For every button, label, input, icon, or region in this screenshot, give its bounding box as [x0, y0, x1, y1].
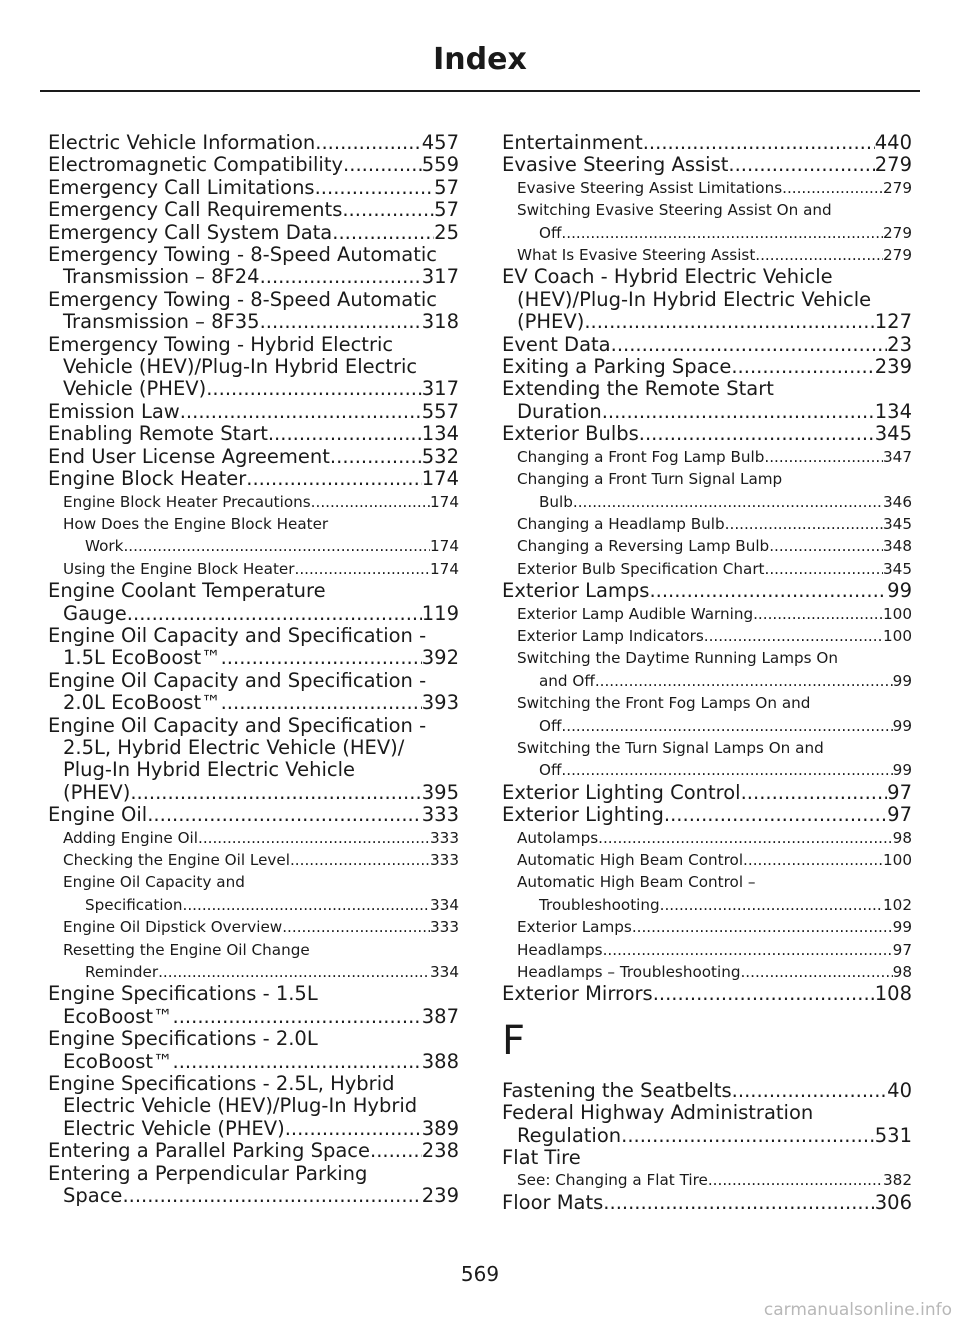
- entry-label: Autolamps: [517, 828, 599, 847]
- entry-label: Exterior Lamps: [517, 918, 632, 937]
- index-entry: [48, 1140, 459, 1162]
- entry-label: Vehicle (PHEV): [63, 377, 207, 401]
- dot-leader: [290, 849, 430, 871]
- dot-leader: [561, 715, 892, 737]
- entry-label-line: Resetting the Engine Oil Change: [63, 940, 310, 959]
- entry-label: (PHEV): [517, 310, 585, 334]
- entry-label: Exterior Bulbs: [502, 422, 639, 446]
- entry-label-line: Engine Oil Capacity and Specification -: [48, 668, 427, 692]
- page-ref: 345: [883, 514, 912, 533]
- entry-label-line: Emergency Towing - 8-Speed Automatic: [48, 287, 438, 311]
- entry-label-line: Changing a Front Turn Signal Lamp: [517, 470, 783, 489]
- dot-leader: [732, 1080, 888, 1102]
- index-entry: [48, 580, 459, 625]
- entry-label: Enabling Remote Start: [48, 422, 268, 446]
- page-ref: 108: [874, 982, 912, 1006]
- dot-leader: [158, 961, 430, 983]
- index-entry: [502, 983, 912, 1005]
- entry-label-line: (HEV)/Plug-In Hybrid Electric Vehicle: [517, 287, 872, 311]
- page-ref: 174: [421, 467, 459, 491]
- entry-label: Exterior Lamps: [502, 579, 650, 603]
- index-subentry: [502, 177, 912, 199]
- entry-label: Engine Oil Dipstick Overview: [63, 918, 283, 937]
- index-subentry: [502, 513, 912, 535]
- entry-label: Exiting a Parking Space: [502, 355, 732, 379]
- index-entry: [502, 356, 912, 378]
- entry-label: Transmission – 8F35: [63, 310, 260, 334]
- dot-leader: [183, 894, 430, 916]
- index-subentry: [502, 647, 912, 692]
- dot-leader: [282, 916, 430, 938]
- entry-label-line: Engine Specifications - 2.0L: [48, 1027, 318, 1051]
- index-entry: [502, 1192, 912, 1214]
- index-entry: [502, 1147, 912, 1169]
- index-entry: [502, 580, 912, 602]
- dot-leader: [765, 558, 883, 580]
- entry-label: Exterior Mirrors: [502, 982, 653, 1006]
- index-subentry: [48, 513, 459, 558]
- entry-label: and Off: [539, 671, 595, 690]
- index-subentry: [48, 871, 459, 916]
- index-subentry: [502, 558, 912, 580]
- index-entry: [48, 154, 459, 176]
- index-subentry: [48, 849, 459, 871]
- dot-leader: [660, 894, 883, 916]
- page-ref: 392: [421, 646, 459, 670]
- entry-label: Off: [539, 223, 562, 242]
- page-ref: 345: [874, 422, 912, 446]
- dot-leader: [743, 849, 883, 871]
- entry-label: Space: [63, 1184, 123, 1208]
- index-entry: [48, 715, 459, 805]
- index-entry: [502, 334, 912, 356]
- dot-leader: [639, 423, 875, 445]
- page-ref: 239: [421, 1184, 459, 1208]
- page-ref: 23: [887, 332, 912, 356]
- index-column-right: [502, 132, 912, 1214]
- index-entry: [48, 670, 459, 715]
- dot-leader: [311, 491, 430, 513]
- entry-label-line: Switching Evasive Steering Assist On and: [517, 201, 832, 220]
- index-subentry: [502, 625, 912, 647]
- index-entry: [48, 1073, 459, 1140]
- entry-label: Off: [539, 716, 562, 735]
- index-subentry: [502, 244, 912, 266]
- entry-label: Emergency Call Limitations: [48, 175, 315, 199]
- index-subentry: [48, 827, 459, 849]
- entry-label-line: Engine Coolant Temperature: [48, 579, 326, 603]
- dot-leader: [343, 154, 422, 176]
- entry-label: Entertainment: [502, 131, 643, 154]
- entry-label-line: EV Coach - Hybrid Electric Vehicle: [502, 265, 833, 289]
- entry-label: Electromagnetic Compatibility: [48, 153, 344, 177]
- entry-label: 1.5L EcoBoost™: [63, 646, 221, 670]
- page-ref: 97: [892, 940, 912, 959]
- page-ref: 25: [434, 220, 459, 244]
- page-ref: 348: [883, 537, 912, 556]
- page-ref: 127: [874, 310, 912, 334]
- dot-leader: [173, 1006, 422, 1028]
- page-ref: 334: [430, 895, 459, 914]
- entry-label: Changing a Reversing Lamp Bulb: [517, 537, 770, 556]
- page-ref: 345: [883, 559, 912, 578]
- entry-label-line: Federal Highway Administration: [502, 1101, 814, 1125]
- dot-leader: [649, 580, 887, 602]
- index-subentry: [502, 199, 912, 244]
- page-ref: 40: [887, 1078, 912, 1102]
- entry-label: Electric Vehicle Information: [48, 131, 316, 154]
- entry-label-line: 2.5L, Hybrid Electric Vehicle (HEV)/: [63, 735, 405, 759]
- page-title: Index: [433, 42, 527, 77]
- index-subentry: [48, 491, 459, 513]
- dot-leader: [782, 177, 883, 199]
- dot-leader: [315, 177, 435, 199]
- page-ref: 99: [892, 761, 912, 780]
- entry-label: (PHEV): [63, 780, 131, 804]
- dot-leader: [221, 692, 422, 714]
- entry-label-line: Automatic High Beam Control –: [517, 873, 756, 892]
- page-ref: 238: [421, 1139, 459, 1163]
- dot-leader: [370, 1140, 422, 1162]
- dot-leader: [755, 244, 883, 266]
- index-subentry: [502, 446, 912, 468]
- index-entry: [48, 468, 459, 490]
- entry-label-line: Engine Specifications - 1.5L: [48, 982, 318, 1006]
- index-entry: [48, 423, 459, 445]
- entry-label-line: Engine Oil Capacity and Specification -: [48, 623, 427, 647]
- page-ref: 174: [430, 537, 459, 556]
- index-subentry: [502, 535, 912, 557]
- page-ref: 57: [434, 175, 459, 199]
- index-entry: [48, 132, 459, 154]
- page-ref: 318: [421, 310, 459, 334]
- dot-leader: [621, 1125, 875, 1147]
- index-subentry: [502, 1169, 912, 1191]
- index-subentry: [502, 737, 912, 782]
- index-entry: [48, 804, 459, 826]
- entry-label: Exterior Lighting Control: [502, 780, 741, 804]
- entry-label: Engine Block Heater Precautions: [63, 492, 311, 511]
- dot-leader: [595, 670, 893, 692]
- page-ref: 333: [430, 828, 459, 847]
- entry-label: Floor Mats: [502, 1190, 604, 1214]
- page-ref: 279: [883, 246, 912, 265]
- page-ref: 382: [883, 1171, 912, 1190]
- page-ref: 100: [883, 626, 912, 645]
- index-entry: [502, 423, 912, 445]
- dot-leader: [653, 983, 875, 1005]
- dot-leader: [731, 356, 874, 378]
- page-ref: 134: [421, 422, 459, 446]
- entry-label: Engine Oil: [48, 803, 148, 827]
- index-entry: [48, 334, 459, 401]
- page-ref: 239: [874, 355, 912, 379]
- entry-label: Headlamps – Troubleshooting: [517, 963, 741, 982]
- dot-leader: [342, 199, 434, 221]
- index-subentry: [502, 961, 912, 983]
- page-ref: 100: [883, 851, 912, 869]
- dot-leader: [728, 154, 874, 176]
- entry-label: Checking the Engine Oil Level: [63, 851, 290, 869]
- entry-label: Emergency Call Requirements: [48, 198, 343, 222]
- index-letter-heading: F: [502, 1017, 526, 1064]
- index-entry: [48, 289, 459, 334]
- entry-label: Fastening the Seatbelts: [502, 1078, 732, 1102]
- dot-leader: [221, 647, 422, 669]
- watermark: carmanualsonline.info: [763, 1300, 952, 1320]
- page-ref: 134: [874, 399, 912, 423]
- dot-leader: [611, 334, 888, 356]
- page-ref: 97: [887, 780, 912, 804]
- index-subentry: [48, 916, 459, 938]
- page-ref: 557: [421, 399, 459, 423]
- entry-label: Duration: [517, 399, 602, 423]
- entry-label: See: Changing a Flat Tire: [517, 1171, 708, 1190]
- dot-leader: [147, 804, 422, 826]
- dot-leader: [330, 446, 422, 468]
- dot-leader: [173, 1051, 422, 1073]
- dot-leader: [664, 804, 887, 826]
- entry-label: Off: [539, 761, 562, 780]
- page-ref: 99: [892, 716, 912, 735]
- entry-label-line: Switching the Daytime Running Lamps On: [517, 649, 838, 668]
- index-entry: [502, 1080, 912, 1102]
- page-ref: 174: [430, 492, 459, 511]
- dot-leader: [704, 625, 883, 647]
- entry-label: Exterior Lamp Audible Warning: [517, 604, 754, 623]
- page-ref: 97: [887, 803, 912, 827]
- entry-label-line: Engine Oil Capacity and Specification -: [48, 713, 427, 737]
- entry-label-line: Engine Specifications - 2.5L, Hybrid: [48, 1072, 395, 1096]
- dot-leader: [198, 827, 430, 849]
- index-entry: [48, 446, 459, 468]
- page-number: 569: [460, 1262, 500, 1286]
- entry-label: What Is Evasive Steering Assist: [517, 246, 756, 265]
- index-subentry: [502, 916, 912, 938]
- entry-label: Entering a Parallel Parking Space: [48, 1139, 371, 1163]
- entry-label: Work: [85, 537, 124, 556]
- entry-label-line: Entering a Perpendicular Parking: [48, 1161, 368, 1185]
- index-entry: [48, 177, 459, 199]
- dot-leader: [206, 378, 422, 400]
- entry-label: End User License Agreement: [48, 444, 330, 468]
- page-ref: 334: [430, 963, 459, 982]
- entry-label: Troubleshooting: [539, 895, 660, 914]
- entry-label-line: How Does the Engine Block Heater: [63, 514, 329, 533]
- entry-label: Emergency Call System Data: [48, 220, 333, 244]
- index-entry: [48, 199, 459, 221]
- page-ref: 317: [421, 265, 459, 289]
- dot-leader: [332, 222, 434, 244]
- index-subentry: [502, 692, 912, 737]
- page-ref: 559: [421, 153, 459, 177]
- page-ref: 279: [874, 153, 912, 177]
- entry-label: Gauge: [63, 601, 127, 625]
- page-ref: 387: [421, 1004, 459, 1028]
- dot-leader: [260, 266, 422, 288]
- page-ref: 98: [892, 963, 912, 982]
- entry-label: Using the Engine Block Heater: [63, 559, 295, 578]
- dot-leader: [246, 468, 422, 490]
- page-ref: 99: [892, 918, 912, 937]
- index-subentry: [48, 558, 459, 580]
- entry-label: Specification: [85, 895, 183, 914]
- dot-leader: [740, 961, 892, 983]
- page-ref: 346: [883, 492, 912, 511]
- dot-leader: [708, 1169, 883, 1191]
- index-entry: [48, 244, 459, 289]
- dot-leader: [561, 222, 883, 244]
- entry-label-line: Vehicle (HEV)/Plug-In Hybrid Electric: [63, 355, 418, 379]
- dot-leader: [180, 401, 422, 423]
- dot-leader: [561, 759, 892, 781]
- page-ref: 393: [421, 691, 459, 715]
- entry-label: Emission Law: [48, 399, 180, 423]
- page-ref: 333: [430, 851, 459, 869]
- index-subentry: [502, 849, 912, 871]
- dot-leader: [632, 916, 893, 938]
- dot-leader: [285, 1118, 422, 1140]
- entry-label: Engine Block Heater: [48, 467, 247, 491]
- page-ref: 279: [883, 178, 912, 197]
- index-entry: [48, 1163, 459, 1208]
- page-ref: 457: [421, 131, 459, 154]
- entry-label: Electric Vehicle (PHEV): [63, 1116, 285, 1140]
- dot-leader: [130, 782, 421, 804]
- entry-label: Changing a Front Fog Lamp Bulb: [517, 447, 765, 466]
- index-entry: [502, 154, 912, 176]
- entry-label-line: Engine Oil Capacity and: [63, 873, 245, 892]
- dot-leader: [123, 535, 430, 557]
- page-ref: 57: [434, 198, 459, 222]
- entry-label: Adding Engine Oil: [63, 828, 198, 847]
- dot-leader: [584, 311, 874, 333]
- index-entry: [48, 1028, 459, 1073]
- entry-label: Automatic High Beam Control: [517, 851, 744, 869]
- page-ref: 119: [421, 601, 459, 625]
- page-ref: 317: [421, 377, 459, 401]
- page-ref: 279: [883, 223, 912, 242]
- entry-label-line: Emergency Towing - Hybrid Electric: [48, 332, 394, 356]
- entry-label-line: Extending the Remote Start: [502, 377, 774, 401]
- entry-label-line: Switching the Turn Signal Lamps On and: [517, 738, 824, 757]
- page-ref: 174: [430, 559, 459, 578]
- index-entry: [502, 378, 912, 423]
- title-divider: [40, 90, 920, 92]
- dot-leader: [753, 603, 883, 625]
- index-entry: [48, 401, 459, 423]
- entry-label: Evasive Steering Assist Limitations: [517, 178, 783, 197]
- page-ref: 388: [421, 1049, 459, 1073]
- dot-leader: [598, 827, 893, 849]
- page-ref: 102: [883, 895, 912, 914]
- page-ref: 98: [892, 828, 912, 847]
- entry-label: Exterior Lamp Indicators: [517, 626, 704, 645]
- dot-leader: [643, 132, 875, 154]
- index-subentry: [502, 603, 912, 625]
- index-subentry: [502, 939, 912, 961]
- dot-leader: [122, 1185, 421, 1207]
- dot-leader: [725, 513, 883, 535]
- dot-leader: [764, 446, 883, 468]
- entry-label: Flat Tire: [502, 1146, 581, 1170]
- index-entry: [48, 222, 459, 244]
- index-subentry: [502, 468, 912, 513]
- dot-leader: [603, 939, 893, 961]
- entry-label: Bulb: [539, 492, 573, 511]
- index-entry: [48, 625, 459, 670]
- entry-label: Headlamps: [517, 940, 603, 959]
- page-ref: 389: [421, 1116, 459, 1140]
- index-entry: [502, 804, 912, 826]
- index-entry: [502, 1102, 912, 1147]
- index-subentry: [502, 827, 912, 849]
- page-ref: 440: [874, 131, 912, 154]
- entry-label: Changing a Headlamp Bulb: [517, 514, 725, 533]
- dot-leader: [295, 558, 431, 580]
- entry-label: Transmission – 8F24: [63, 265, 260, 289]
- dot-leader: [602, 401, 875, 423]
- entry-label: Reminder: [85, 963, 159, 982]
- index-entry: [502, 266, 912, 333]
- page-ref: 531: [874, 1123, 912, 1147]
- entry-label: EcoBoost™: [63, 1004, 173, 1028]
- page-ref: 99: [892, 671, 912, 690]
- dot-leader: [603, 1192, 874, 1214]
- entry-label: Event Data: [502, 332, 611, 356]
- dot-leader: [315, 132, 421, 154]
- index-entry: [502, 132, 912, 154]
- dot-leader: [268, 423, 422, 445]
- entry-label-line: Emergency Towing - 8-Speed Automatic: [48, 243, 438, 267]
- entry-label-line: Electric Vehicle (HEV)/Plug-In Hybrid: [63, 1094, 418, 1118]
- entry-label: Exterior Bulb Specification Chart: [517, 559, 765, 578]
- index-column-left: [48, 132, 459, 1208]
- page-ref: 532: [421, 444, 459, 468]
- page-ref: 333: [430, 918, 459, 937]
- entry-label: EcoBoost™: [63, 1049, 173, 1073]
- index-subentry: [502, 871, 912, 916]
- dot-leader: [769, 535, 883, 557]
- page-ref: 100: [883, 604, 912, 623]
- entry-label: 2.0L EcoBoost™: [63, 691, 221, 715]
- index-subentry: [48, 939, 459, 984]
- page-ref: 99: [887, 579, 912, 603]
- dot-leader: [741, 782, 888, 804]
- page-ref: 347: [883, 447, 912, 466]
- entry-label: Exterior Lighting: [502, 803, 664, 827]
- entry-label: Evasive Steering Assist: [502, 153, 729, 177]
- dot-leader: [573, 491, 883, 513]
- index-entry: [48, 983, 459, 1028]
- index-entry: [502, 782, 912, 804]
- entry-label-line: Switching the Front Fog Lamps On and: [517, 694, 811, 713]
- dot-leader: [260, 311, 422, 333]
- page-ref: 333: [421, 803, 459, 827]
- dot-leader: [127, 603, 422, 625]
- page-ref: 395: [421, 780, 459, 804]
- page-ref: 306: [874, 1190, 912, 1214]
- entry-label-line: Plug-In Hybrid Electric Vehicle: [63, 758, 356, 782]
- entry-label: Regulation: [517, 1123, 622, 1147]
